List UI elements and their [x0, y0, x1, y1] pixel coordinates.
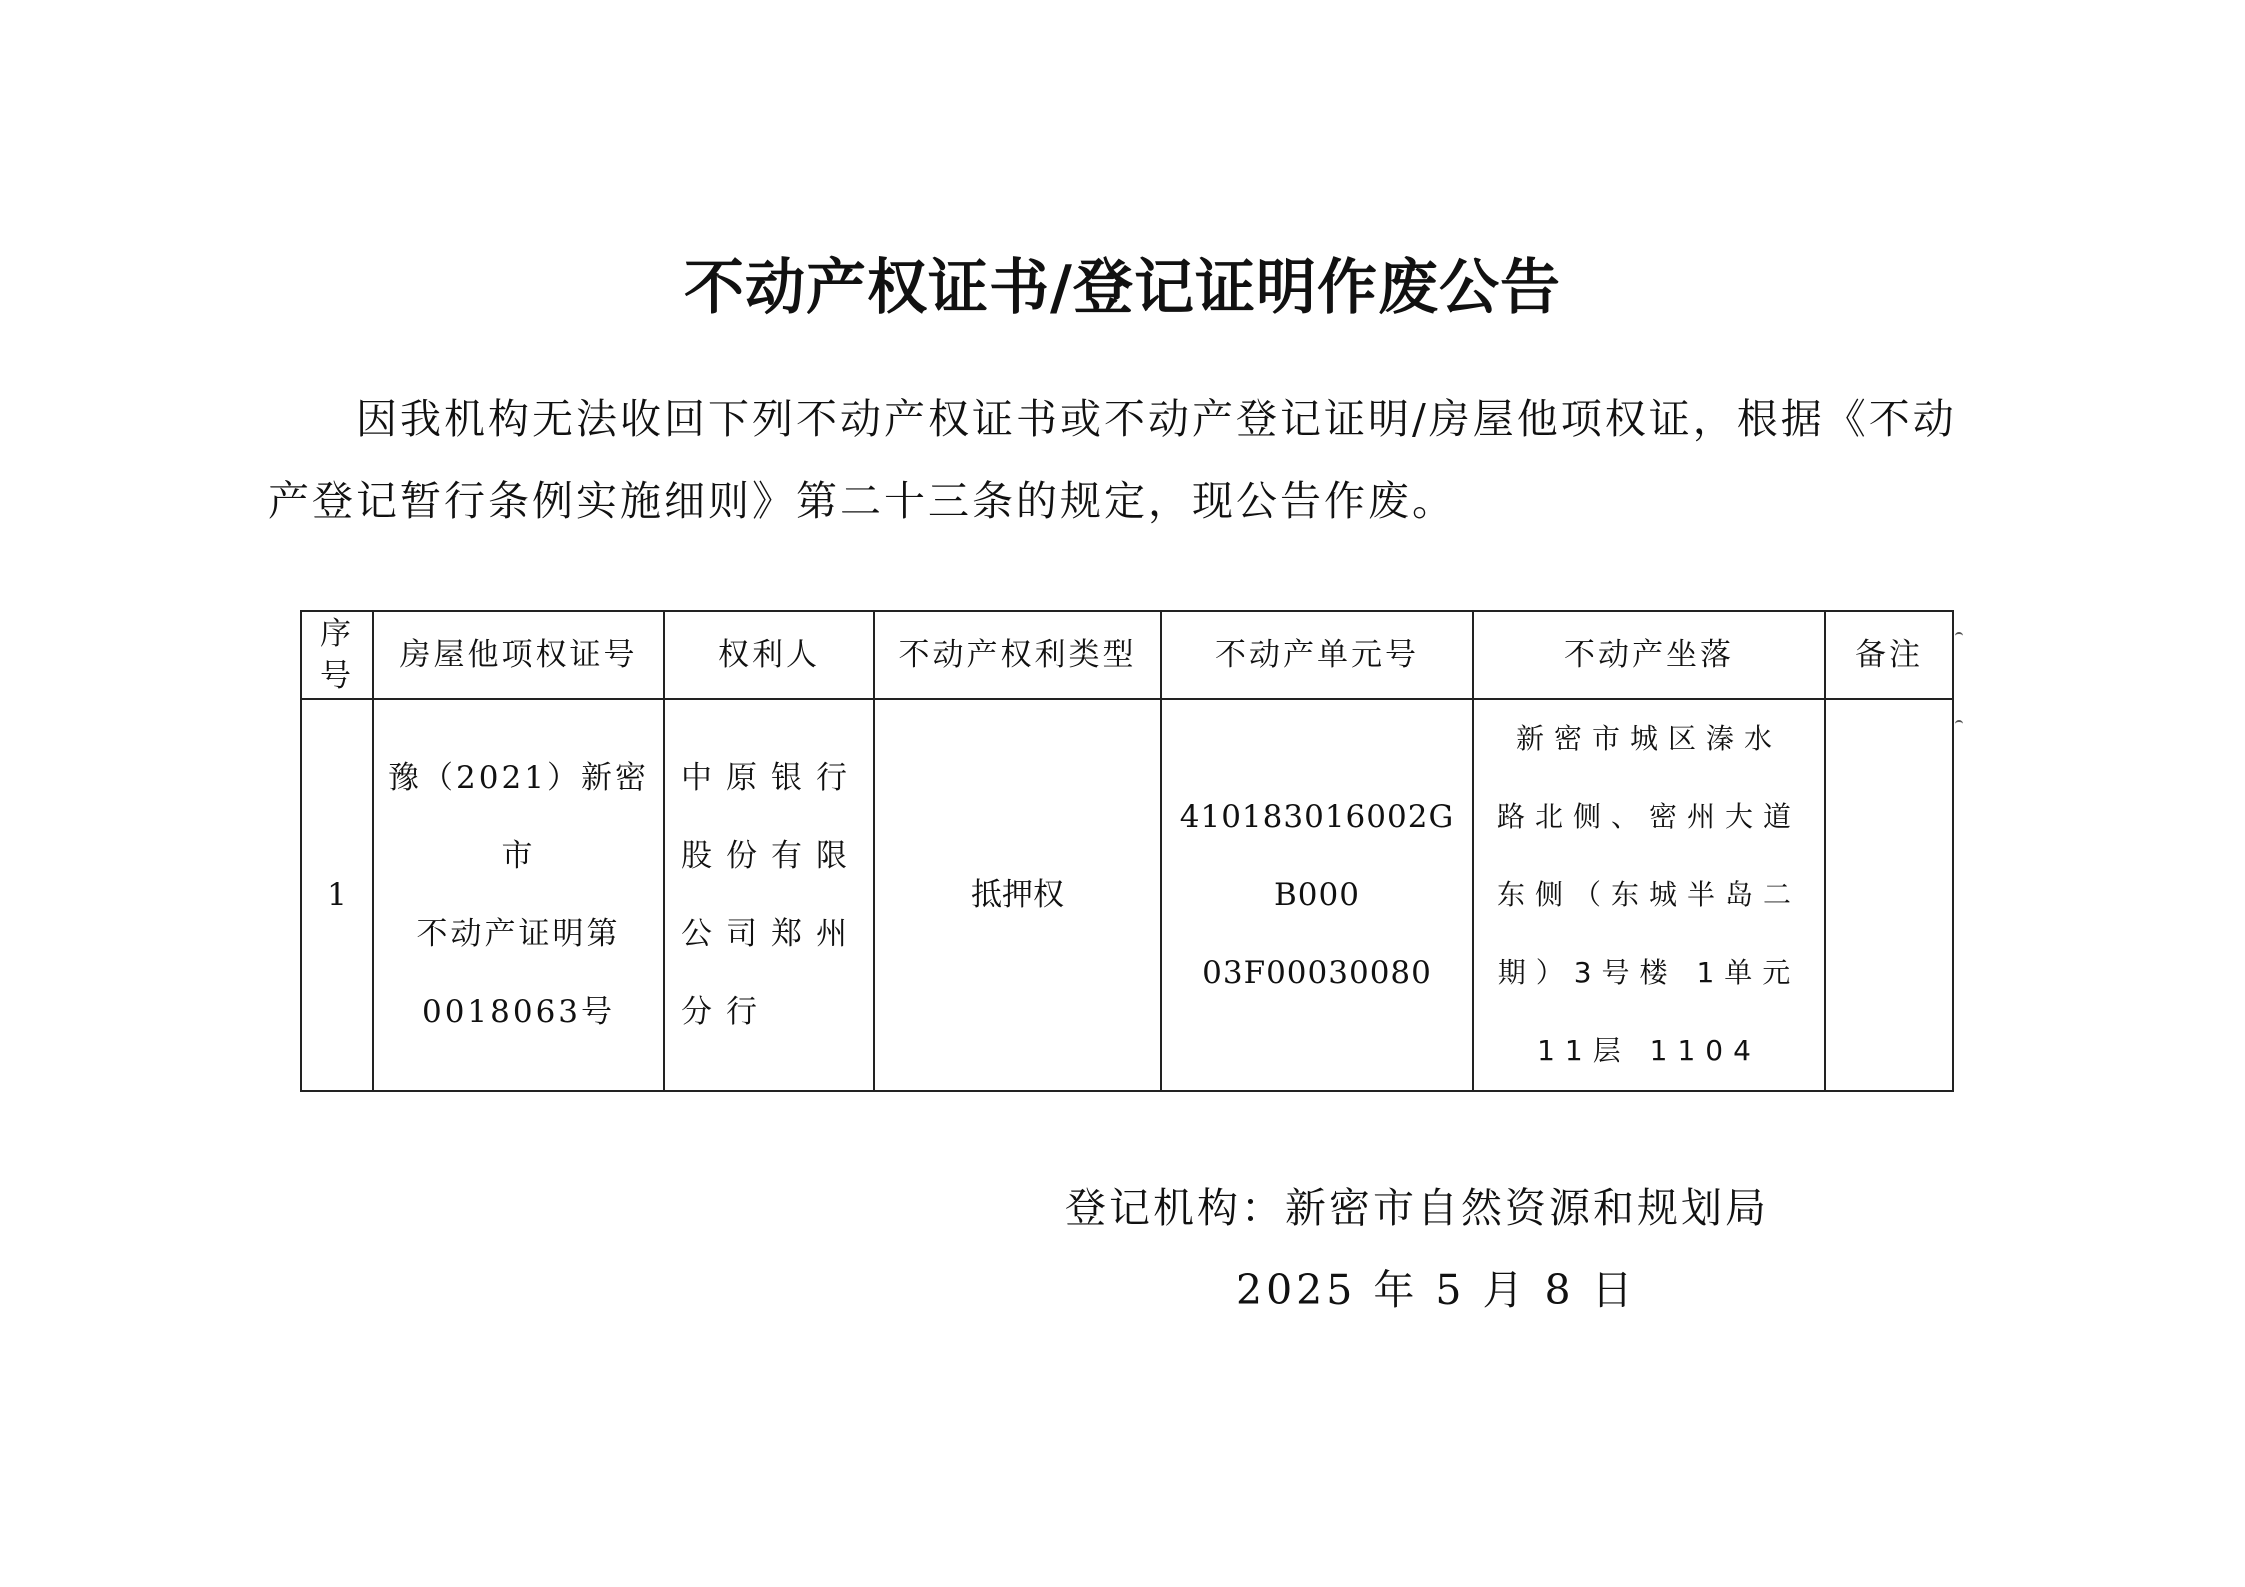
header-note-label: 备注 — [1855, 637, 1923, 673]
right-holder-value: 中原银行 股份有限 公司郑州 分行 — [681, 760, 861, 1030]
registration-authority: 登记机构：新密市自然资源和规划局 — [1065, 1184, 1769, 1232]
header-unit-number — [1161, 611, 1473, 699]
cell-location — [1473, 699, 1825, 1091]
table-header-row — [301, 611, 1953, 699]
cell-unit-number — [1161, 699, 1473, 1091]
right-type-value: 抵押权 — [971, 877, 1064, 913]
intro-text: 因我机构无法收回下列不动产权证书或不动产登记证明/房屋他项权证，根据《不动产登记暂行条例实施细则》第二十三条的规定，现公告作废。 — [268, 395, 1957, 525]
location-value: 新密市城区溱水 路北侧、密州大道 东侧（东城半岛二 期）3号楼 1单元 11层 1104 — [1496, 722, 1801, 1067]
edge-mark — [1955, 720, 1963, 728]
header-unit-number-label: 不动产单元号 — [1215, 637, 1419, 673]
page-title: 不动产权证书/登记证明作废公告 — [684, 253, 1561, 323]
cell-right-type — [874, 699, 1161, 1091]
header-location-label: 不动产坐落 — [1564, 637, 1734, 673]
certificate-number-value: 豫（2021）新密市 不动产证明第 0018063号 — [388, 760, 649, 1030]
header-right-holder-label: 权利人 — [718, 637, 820, 673]
header-right-holder — [664, 611, 874, 699]
header-certificate-number-label: 房屋他项权证号 — [399, 637, 638, 673]
header-right-type-label: 不动产权利类型 — [898, 637, 1137, 673]
cell-certificate-number — [373, 699, 664, 1091]
header-certificate-number — [373, 611, 664, 699]
header-serial-number — [301, 611, 373, 699]
voided-certificate-table — [300, 610, 1954, 1092]
cell-serial-number — [301, 699, 373, 1091]
header-location — [1473, 611, 1825, 699]
header-note — [1825, 611, 1953, 699]
edge-mark — [1955, 632, 1963, 640]
header-serial-number-label: 序 号 — [320, 616, 354, 694]
serial-number-value: 1 — [327, 877, 347, 913]
cell-note — [1825, 699, 1953, 1091]
cell-right-holder — [664, 699, 874, 1091]
table-row — [301, 699, 1953, 1091]
header-right-type — [874, 611, 1161, 699]
unit-number-value: 410183016002GB000 03F00030080 — [1179, 799, 1455, 991]
announcement-date: 2025 年 5 月 8 日 — [1236, 1266, 1637, 1314]
intro-paragraph — [268, 378, 1958, 542]
